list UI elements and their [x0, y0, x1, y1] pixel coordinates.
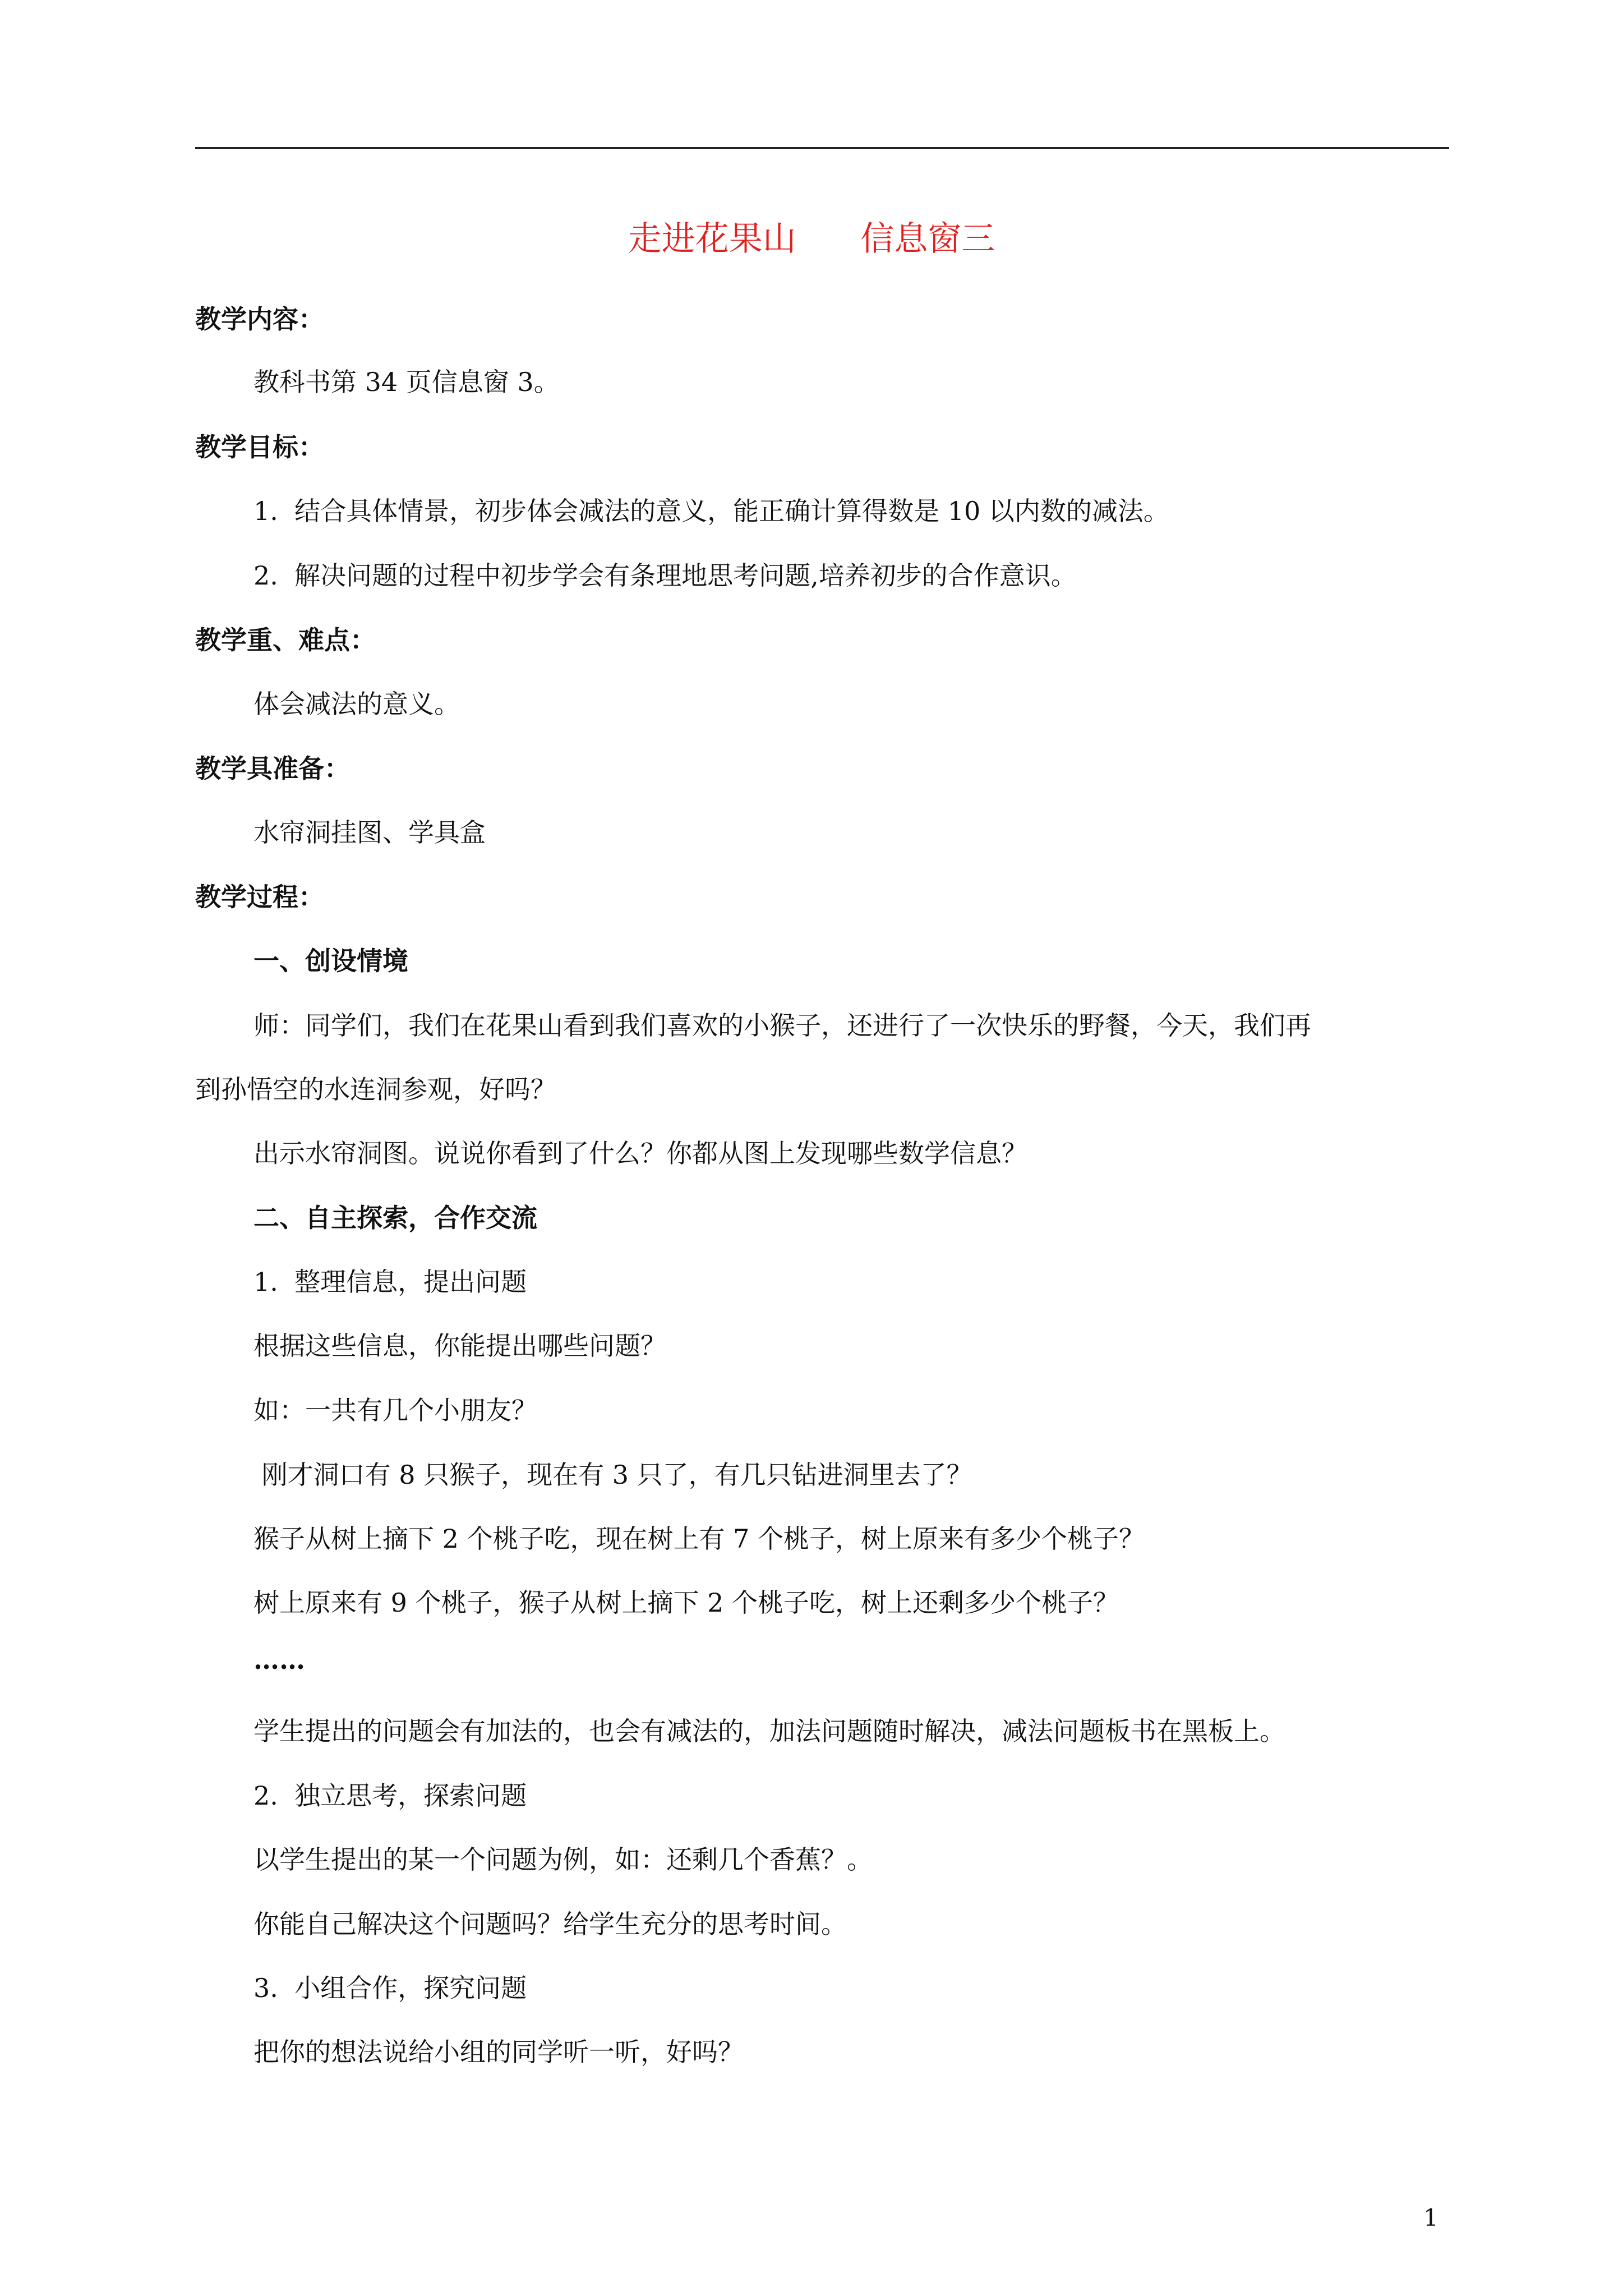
share-with-group-text: 把你的想法说给小组的同学听一听，好吗？	[253, 2037, 744, 2067]
ellipsis: ……	[253, 1645, 305, 1675]
heading-teaching-process: 教学过程：	[195, 882, 324, 912]
header-rule	[195, 147, 1449, 149]
heading-materials: 教学具准备：	[195, 753, 350, 784]
example-question-2: 刚才洞口有 8 只猴子，现在有 3 只了，有几只钻进洞里去了？	[253, 1460, 972, 1490]
heading-teaching-goals: 教学目标：	[195, 432, 324, 462]
scenario-paragraph-line-1: 师：同学们，我们在花果山看到我们喜欢的小猴子，还进行了一次快乐的野餐，今天，我们再	[253, 1010, 1311, 1041]
example-banana-question: 以学生提出的某一个问题为例，如：还剩几个香蕉？。	[253, 1844, 873, 1875]
step-2-independent-thinking: 2. 独立思考，探索问题	[253, 1780, 527, 1811]
key-points-text: 体会减法的意义。	[253, 689, 460, 719]
step-1-organize-info: 1. 整理信息，提出问题	[253, 1267, 527, 1297]
page-number: 1	[1423, 2204, 1438, 2231]
teaching-content-text: 教科书第 34 页信息窗 3。	[253, 367, 560, 397]
goal-item-1: 1. 结合具体情景，初步体会减法的意义，能正确计算得数是 10 以内数的减法。	[253, 496, 1169, 526]
heading-teaching-content: 教学内容：	[195, 304, 324, 334]
step-3-group-cooperation: 3. 小组合作，探究问题	[253, 1973, 527, 2003]
question-prompt-text: 根据这些信息，你能提出哪些问题？	[253, 1331, 666, 1361]
solve-yourself-text: 你能自己解决这个问题吗？给学生充分的思考时间。	[253, 1909, 847, 1939]
goal-item-2: 2. 解决问题的过程中初步学会有条理地思考问题,培养初步的合作意识。	[253, 560, 1077, 591]
example-question-1: 如：一共有几个小朋友？	[253, 1395, 537, 1425]
student-questions-note: 学生提出的问题会有加法的，也会有减法的，加法问题随时解决，减法问题板书在黑板上。	[253, 1716, 1285, 1746]
subheading-explore-cooperate: 二、自主探索，合作交流	[253, 1203, 537, 1233]
heading-key-points: 教学重、难点：	[195, 625, 376, 655]
subheading-create-scenario: 一、创设情境	[253, 946, 408, 976]
example-question-4: 树上原来有 9 个桃子，猴子从树上摘下 2 个桃子吃，树上还剩多少个桃子？	[253, 1588, 1119, 1618]
materials-text: 水帘洞挂图、学具盒	[253, 817, 486, 848]
example-question-3: 猴子从树上摘下 2 个桃子吃，现在树上有 7 个桃子，树上原来有多少个桃子？	[253, 1524, 1145, 1554]
scenario-paragraph-line-2: 到孙悟空的水连洞参观，好吗？	[195, 1074, 556, 1105]
scenario-show-picture-text: 出示水帘洞图。说说你看到了什么？你都从图上发现哪些数学信息？	[253, 1138, 1027, 1168]
document-title: 走进花果山 信息窗三	[628, 219, 995, 259]
